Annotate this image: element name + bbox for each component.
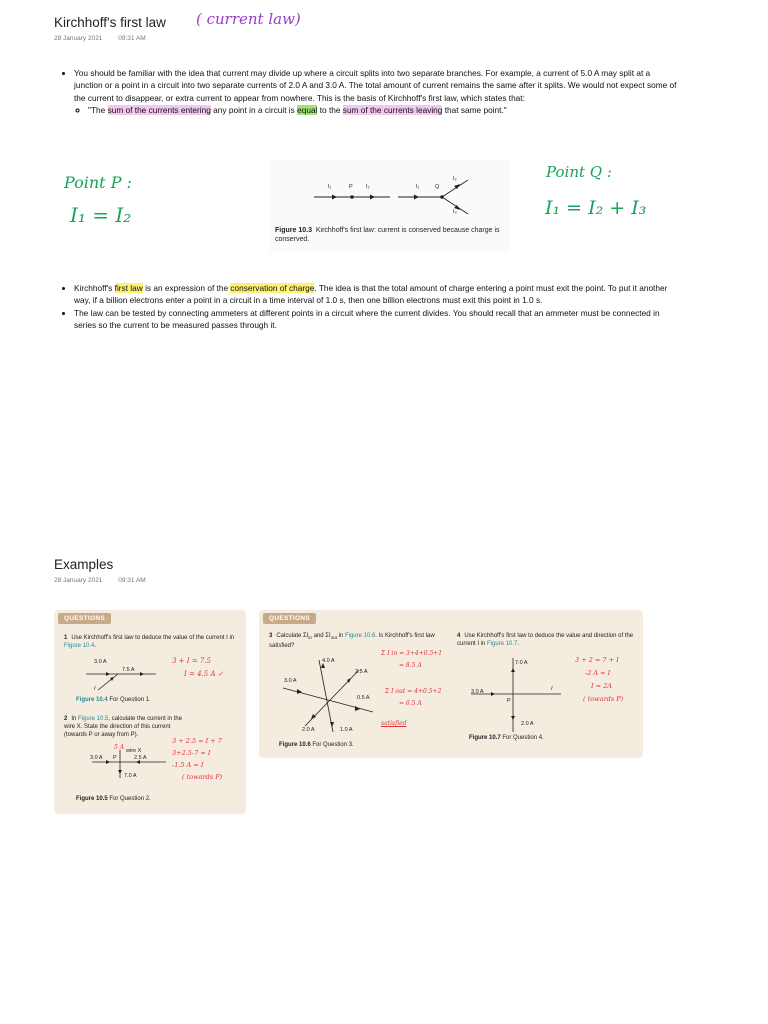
caption-text: For Question 3. [312, 742, 354, 748]
hand-line: 3 + 2 = 7 + I [575, 656, 619, 664]
label-i1: I₁ [328, 184, 332, 190]
question-number: 2 [64, 716, 68, 722]
label-i1-q: I₁ [416, 184, 420, 190]
fig106-label-a: 4.0 A [322, 658, 335, 664]
page-date [54, 35, 146, 42]
hand-line: Σ I in = 3+4+0.5+1 [381, 650, 443, 657]
highlight-sum-leaving: sum of the currents leaving [342, 105, 443, 116]
fig104-label-b: 7.5 A [122, 667, 135, 673]
fig107-label-p: P [507, 698, 511, 704]
question-text: Use Kirchhoff's first law to deduce the value and direction of the current I in [457, 633, 634, 647]
fig105-label-c: 7.0 A [124, 773, 137, 779]
fig105-caption [76, 796, 151, 802]
bullet-list-2 [58, 282, 678, 332]
note-point-q: Point Q : [546, 163, 612, 181]
questions-box-left [54, 610, 246, 814]
hand-line: = 8.5 A [399, 662, 422, 669]
bullet-item [74, 67, 678, 117]
date-text: 28 January 2021 [54, 577, 103, 584]
hand-line: ( towards P) [182, 773, 223, 781]
bullet-text: Kirchhoff's [74, 283, 115, 293]
bullet-item [74, 307, 678, 332]
figure-link[interactable]: Figure 10.4 [64, 643, 95, 649]
hand-line: = 6.5 A [399, 700, 422, 707]
hand-line: 3 + 2.5 = I + 7 [172, 737, 222, 745]
caption-label: Figure 10.3 [275, 227, 312, 234]
fig105-wire-label: wire X [126, 748, 142, 754]
bullet-text: You should be familiar with the idea that current may divide up where a circuit splits into two separate branches. For example, a current of 5.0 A may split at a junction or a point in a circuit into two separate currents of 2.0 A and 3.0 A. The total amount of current remains the same after it splits. We would not expect some of the current to disappear, or extra current to appear from nowhere. This is the basis of Kirchhoff's first law, which states that: [74, 68, 677, 103]
question-text: in [336, 633, 345, 639]
caption-label: Figure 10.5 [76, 796, 108, 802]
time-text: 09:31 AM [118, 35, 146, 42]
note-equation-p: I₁ = I₂ [70, 203, 132, 227]
fig106-label-b: 2.5 A [355, 669, 368, 675]
questions-box-right [259, 610, 643, 758]
q1-handwritten-answer [172, 655, 224, 681]
fig106-label-f: 1.0 A [340, 727, 353, 733]
note-point-p: Point P : [64, 173, 132, 192]
caption-label: Figure 10.6 [279, 742, 311, 748]
fig106-caption [279, 742, 354, 748]
fig107-label-b: 3.0 A [471, 689, 484, 695]
bullet-item [74, 282, 678, 307]
figure-link[interactable]: Figure 10.6 [344, 633, 376, 639]
caption-label: Figure 10.7 [469, 735, 501, 741]
quote-text: that same point." [442, 105, 507, 116]
fig107-label-a: 7.0 A [515, 660, 528, 666]
figure-caption [275, 226, 505, 244]
questions-tag: QUESTIONS [58, 613, 111, 624]
quote-text: to the [317, 105, 343, 116]
question-text: In [71, 716, 79, 722]
fig105-label-b: 2.5 A [134, 755, 147, 761]
question-text: . Is Kirchhoff's first law satisfied? [269, 633, 435, 650]
hand-line: satisfied [381, 720, 407, 727]
kirchhoff-junction-diagram [270, 160, 510, 220]
highlight-first-law: first law [114, 283, 143, 293]
fig104-caption [76, 697, 151, 703]
caption-text: For Question 2. [109, 796, 151, 802]
fig107-label-c: I [551, 686, 553, 692]
question-4: 4 Use Kirchhoff's first law to deduce the value and direction of the current I in Figure 10.7. [457, 633, 634, 647]
hand-line: I = 4.5 A ✓ [184, 670, 224, 678]
q3-handwritten-answer [381, 648, 442, 730]
caption-text: Kirchhoff's first law: current is conserved because charge is conserved. [275, 227, 500, 243]
hand-line: -1.5 A = I [172, 761, 204, 769]
bullet-list-1 [58, 67, 678, 117]
hand-line: -2 A = I [585, 669, 611, 677]
time-text: 09:31 AM [118, 577, 146, 584]
hand-line: 3 + I = 7.5 [172, 657, 211, 665]
figure-10-3 [270, 160, 510, 252]
question-text: , calculate the current in the wire X. State the direction of this current (towards P or away from P). [64, 716, 183, 738]
label-i2: I₂ [366, 184, 370, 190]
note-equation-q: I₁ = I₂ + I₃ [545, 197, 647, 219]
hand-line: 3+2.5-7 = I [172, 749, 211, 757]
figure-10-4-diagram [84, 660, 164, 696]
label-i3: I₃ [453, 209, 457, 215]
caption-text: For Question 1. [109, 697, 151, 703]
questions-tag: QUESTIONS [263, 613, 316, 624]
fig106-label-d: 0.5 A [357, 695, 370, 701]
subscript: in [308, 635, 312, 641]
caption-label: Figure 10.4 [76, 697, 108, 703]
hand-line: ( towards P) [583, 695, 624, 703]
question-text: and ΣI [311, 633, 331, 639]
bullet-text: . The idea is that the total amount of charge entering a point must exit the point. To put it another way, if a billion electrons enter a point in a circuit in a time interval of 1.0 s, then one billion electrons must exit this point in 1.0 s. [74, 283, 668, 306]
date-text: 28 January 2021 [54, 35, 103, 42]
fig105-label-p: P [113, 755, 117, 761]
label-p: P [349, 184, 353, 190]
question-number: 4 [457, 633, 461, 639]
label-i2-q: I₂ [453, 176, 457, 182]
caption-text: For Question 4. [502, 735, 544, 741]
quote-text: any point in a circuit is [210, 105, 298, 116]
fig106-label-c: 3.0 A [284, 678, 297, 684]
fig106-label-e: 2.0 A [302, 727, 315, 733]
fig104-label-c: I [94, 686, 96, 692]
highlight-equal: equal [297, 105, 318, 116]
quote-item [88, 104, 678, 116]
question-text: Use Kirchhoff's first law to deduce the value of the current I in [71, 635, 235, 641]
section-title-examples: Examples [54, 557, 114, 572]
label-q: Q [435, 184, 440, 190]
figure-link[interactable]: Figure 10.5 [78, 716, 109, 722]
question-number: 1 [64, 635, 68, 641]
highlight-conservation-of-charge: conservation of charge [230, 283, 315, 293]
fig104-label-a: 3.0 A [94, 659, 107, 665]
question-number: 3 [269, 633, 273, 639]
highlight-sum-entering: sum of the currents entering [107, 105, 211, 116]
q2-handwritten-answer [172, 735, 222, 783]
q2-handwritten-mark: 5 A [114, 744, 125, 751]
fig107-label-d: 2.0 A [521, 721, 534, 727]
handwritten-title-note: ( current law) [196, 10, 301, 28]
fig107-caption [469, 735, 544, 741]
subscript: out [330, 635, 337, 641]
page-title: Kirchhoff's first law [54, 15, 166, 30]
section-date [54, 577, 146, 584]
fig105-label-a: 3.0 A [90, 755, 103, 761]
bullet-text: is an expression of the [142, 283, 231, 293]
question-text: Calculate ΣI [276, 633, 309, 639]
q4-handwritten-answer [575, 654, 623, 706]
hand-line: Σ I out = 4+0.5+2 [385, 688, 442, 695]
figure-link[interactable]: Figure 10.7 [487, 641, 518, 647]
bullet-text: The law can be tested by connecting ammeters at different points in a circuit where the current divides. You should recall that an ammeter must be connected in series so the current to be measured passes through it. [74, 307, 660, 331]
question-1: 1 Use Kirchhoff's first law to deduce the value of the current I in Figure 10.4. [64, 635, 235, 649]
hand-line: I = 2A [591, 682, 612, 690]
quote-text: "The [88, 105, 108, 116]
